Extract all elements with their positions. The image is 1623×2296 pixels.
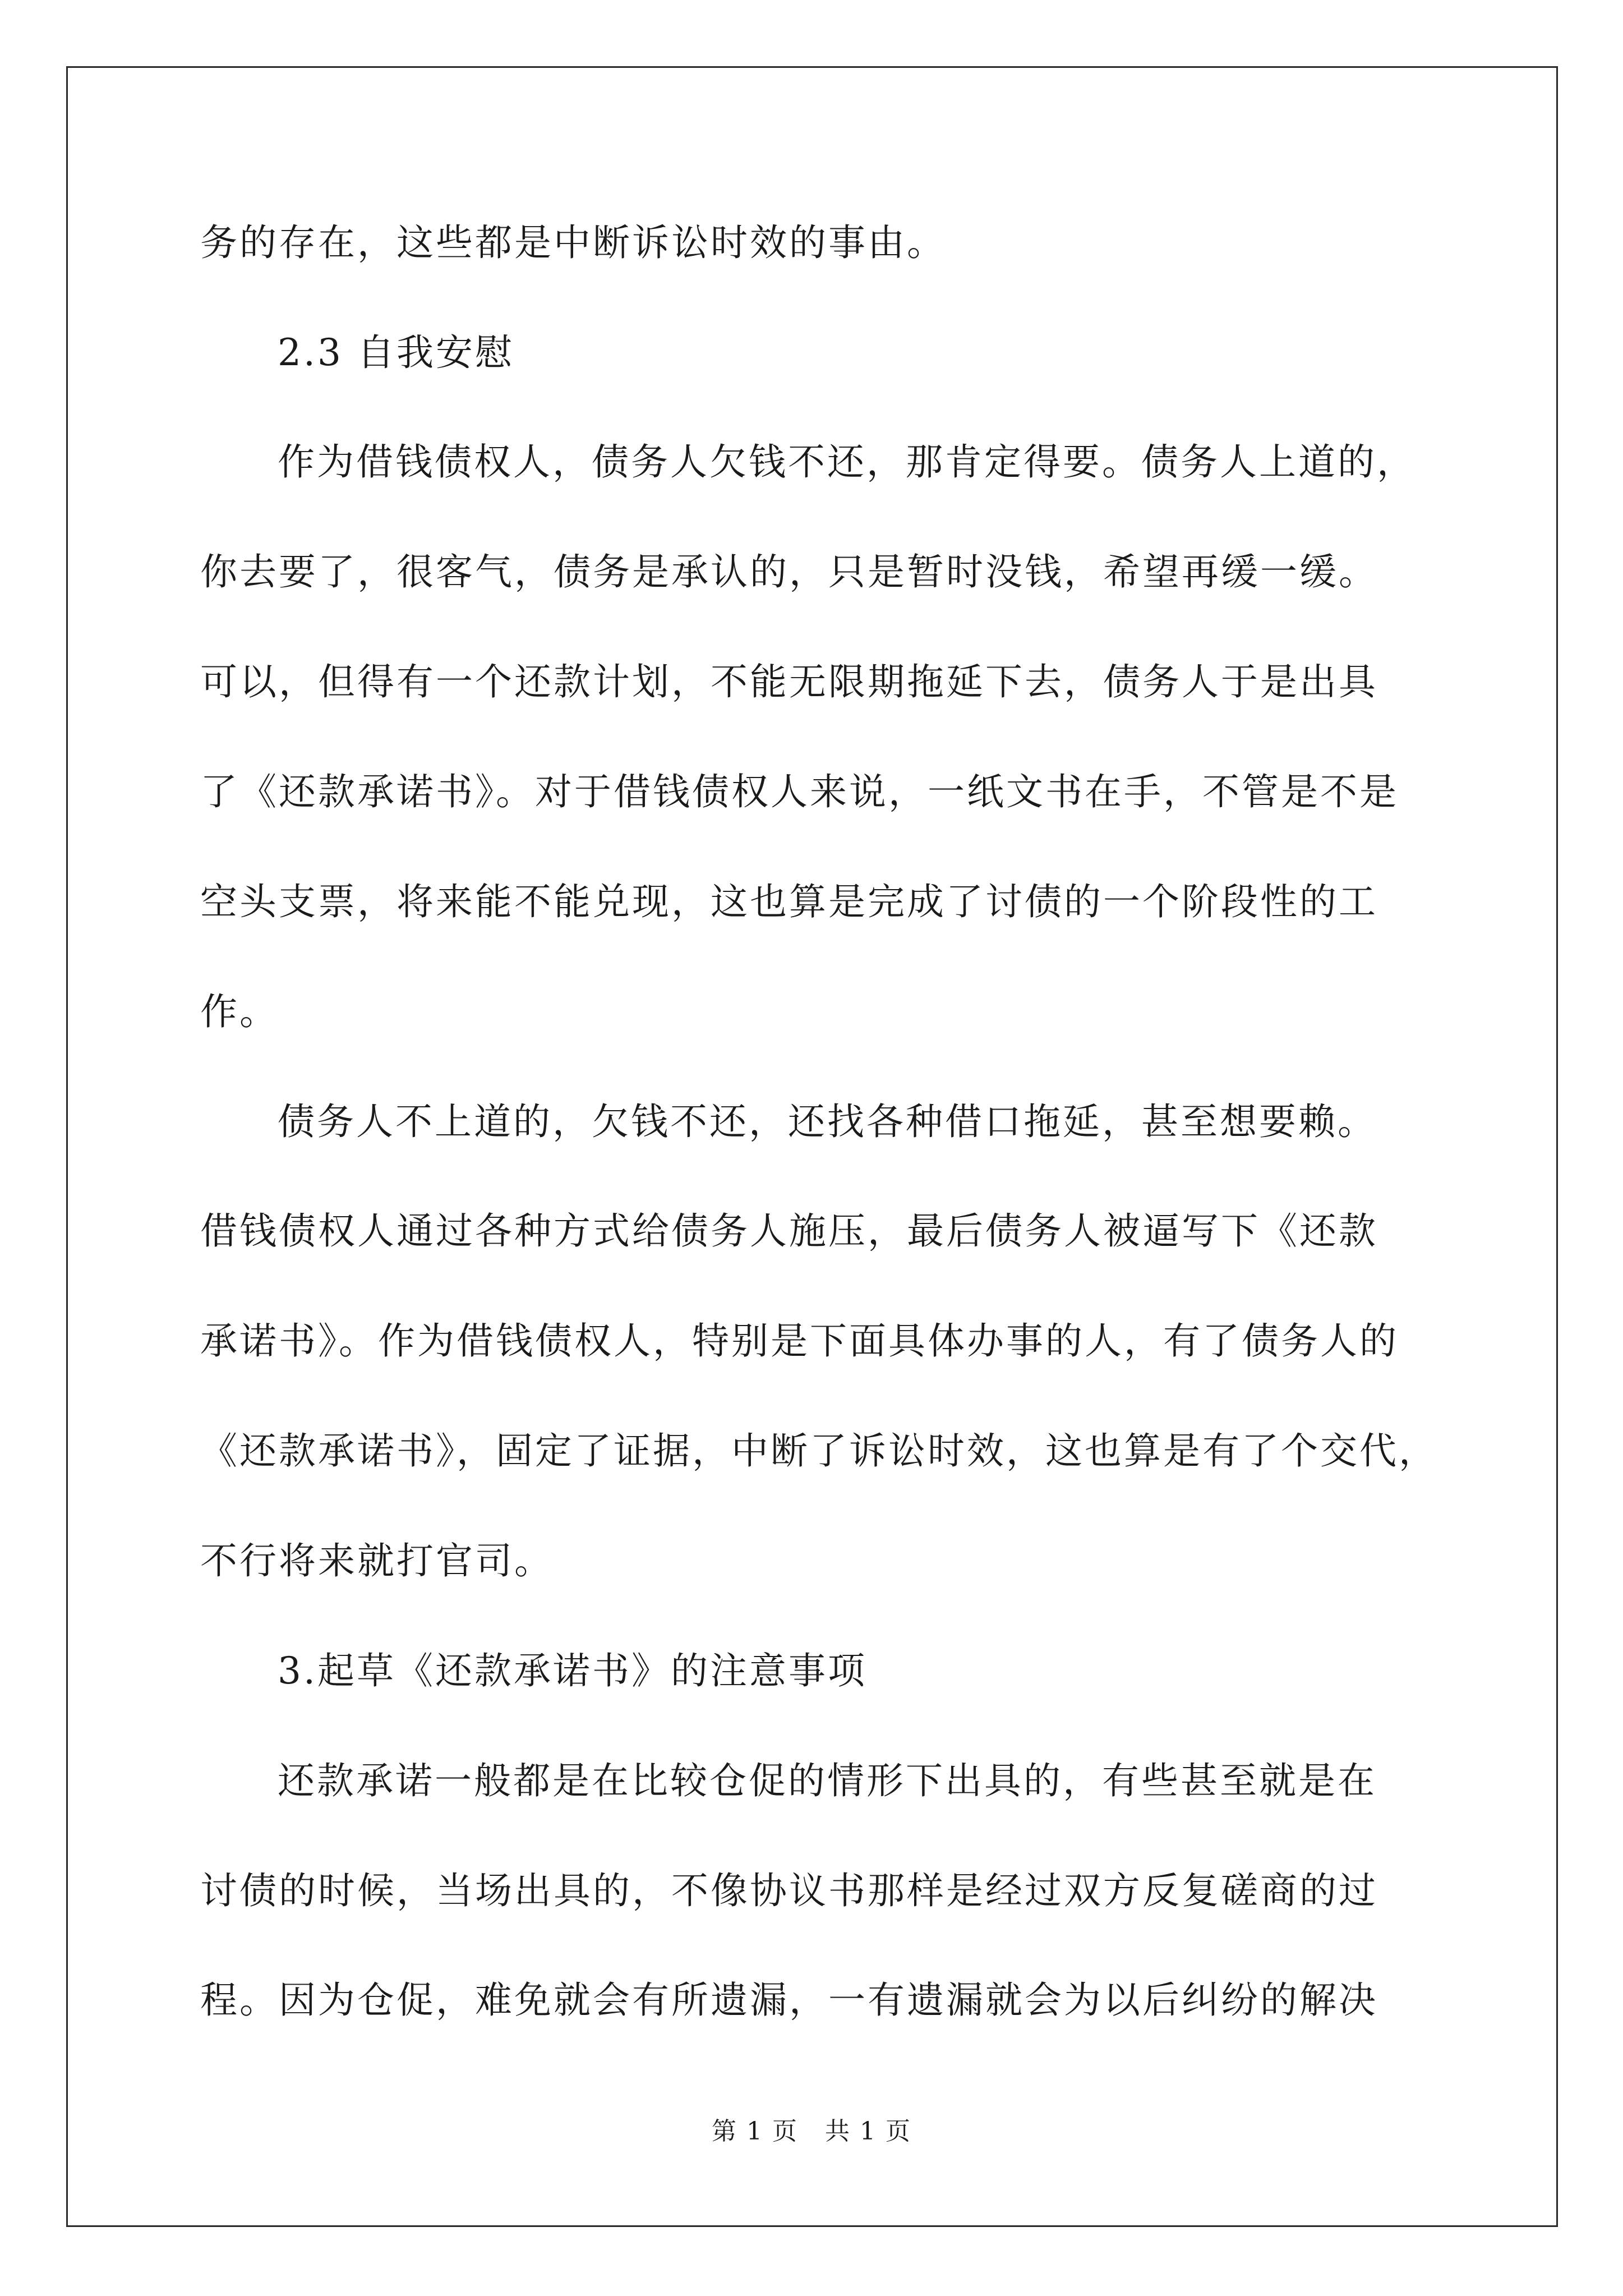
paragraph-line: 借钱债权人通过各种方式给债务人施压，最后债务人被逼写下《还款 xyxy=(200,1209,1378,1253)
page-number: 第 1 页 xyxy=(712,2117,798,2146)
paragraph-line: 不行将来就打官司。 xyxy=(200,1539,554,1582)
paragraph-line: 承诺书》。作为借钱债权人，特别是下面具体办事的人，有了债务人的 xyxy=(200,1319,1399,1363)
page-total: 共 1 页 xyxy=(825,2117,911,2146)
paragraph-line: 务的存在，这些都是中断诉讼时效的事由。 xyxy=(200,221,946,264)
paragraph-line: 空头支票，将来能不能兑现，这也算是完成了讨债的一个阶段性的工 xyxy=(200,880,1378,923)
paragraph-line: 作为借钱债权人，债务人欠钱不还，那肯定得要。债务人上道的， xyxy=(278,440,1416,484)
paragraph-line: 还款承诺一般都是在比较仓促的情形下出具的，有些甚至就是在 xyxy=(278,1759,1377,1802)
section-heading: 2.3 自我安慰 xyxy=(278,331,514,374)
paragraph-line: 作。 xyxy=(200,990,279,1033)
paragraph-line: 可以，但得有一个还款计划，不能无限期拖延下去，债务人于是出具 xyxy=(200,660,1378,703)
paragraph-line: 《还款承诺书》，固定了证据，中断了诉讼时效，这也算是有了个交代， xyxy=(200,1429,1438,1473)
paragraph-line: 程。因为仓促，难免就会有所遗漏，一有遗漏就会为以后纠纷的解决 xyxy=(200,1978,1378,2022)
paragraph-line: 了《还款承诺书》。对于借钱债权人来说，一纸文书在手，不管是不是 xyxy=(200,770,1399,813)
paragraph-line: 讨债的时候，当场出具的，不像协议书那样是经过双方反复磋商的过 xyxy=(200,1869,1378,1912)
page-footer xyxy=(0,2115,1623,2148)
paragraph-line: 债务人不上道的，欠钱不还，还找各种借口拖延，甚至想要赖。 xyxy=(278,1100,1377,1143)
paragraph-line: 你去要了，很客气，债务是承认的，只是暂时没钱，希望再缓一缓。 xyxy=(200,550,1378,593)
section-heading: 3.起草《还款承诺书》的注意事项 xyxy=(278,1649,867,1692)
